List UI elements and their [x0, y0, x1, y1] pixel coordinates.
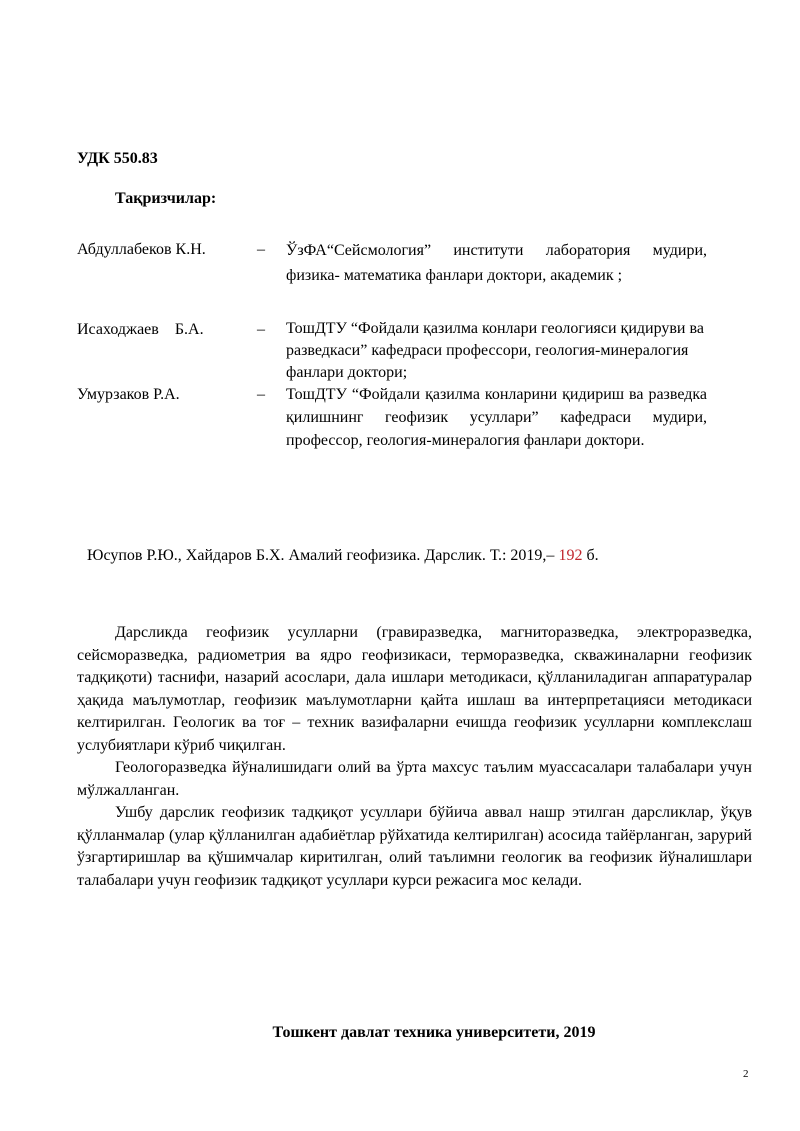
publisher-line: Тошкент давлат техника университети, 2019 [272, 1024, 596, 1041]
page-number: 2 [743, 1068, 749, 1080]
reviewers-heading: Тақризчилар: [115, 190, 217, 207]
citation-page-count: 192 [558, 547, 583, 564]
citation-suffix: б. [582, 547, 599, 564]
abstract-paragraph: Дарсликда геофизик усулларни (гравиразведка, магниторазведка, электроразведка, сейсморазведка, радиометрия ва ядро геофизикаси, терморазведка, скважиналарни геофизик тадқиқоти) таснифи, назарий асослари, дала ишлари методикаси, қўлланиладиган аппаратуралар ҳақида маълумотлар, геофизик маълумотларни қайта ишлаш ва интерпретацияси методикаси келтирилган. Геологик ва тоғ – техник вазифаларни ечишда геофизик усулларни комплекслаш услубиятлари кўриб чиқилган. [77, 624, 752, 754]
abstract [77, 622, 752, 892]
reviewer-name: Исаходжаев Б.А. [77, 321, 204, 338]
reviewer-dash: – [257, 386, 265, 403]
reviewer-name: Абдуллабеков К.Н. [77, 241, 206, 258]
udk-code: УДК 550.83 [77, 150, 158, 167]
abstract-paragraph: Геологоразведка йўналишидаги олий ва ўрта махсус таълим муассасалари талабалари учун мўлжалланган. [77, 759, 752, 799]
bibliographic-citation [87, 547, 599, 565]
abstract-paragraph: Ушбу дарслик геофизик тадқиқот усуллари бўйича аввал нашр этилган дарсликлар, ўқув қўлланмалар (улар қўлланилган адабиётлар рўйхатида келтирилган) асосида тайёрланган, зарурий ўзгартиришлар ва қўшимчалар киритилган, олий таълимни геологик ва геофизик йўналишлари талабалари учун геофизик тадқиқот усуллари курси режасига мос келади. [77, 804, 752, 889]
reviewer-description: ЎзФА“Сейсмология” институти лаборатория мудири, физика- математика фанлари доктори, академик ; [286, 242, 707, 284]
reviewer-dash: – [257, 241, 265, 258]
reviewer-name: Умурзаков Р.А. [77, 386, 180, 403]
reviewer-description: ТошДТУ “Фойдали қазилма конларини қидириш ва разведка қилишнинг геофизик усуллари” кафедраси мудири, профессор, геология-минералогия фанлари доктори. [286, 386, 707, 449]
citation-text: Юсупов Р.Ю., Хайдаров Б.Х. Амалий геофизика. Дарслик. Т.: 2019,– [87, 547, 559, 564]
reviewer-description: ТошДТУ “Фойдали қазилма конлари геологияси қидируви ва разведкаси” кафедраси профессори, геология-минералогия фанлари доктори; [286, 320, 704, 381]
reviewer-dash: – [257, 321, 265, 338]
